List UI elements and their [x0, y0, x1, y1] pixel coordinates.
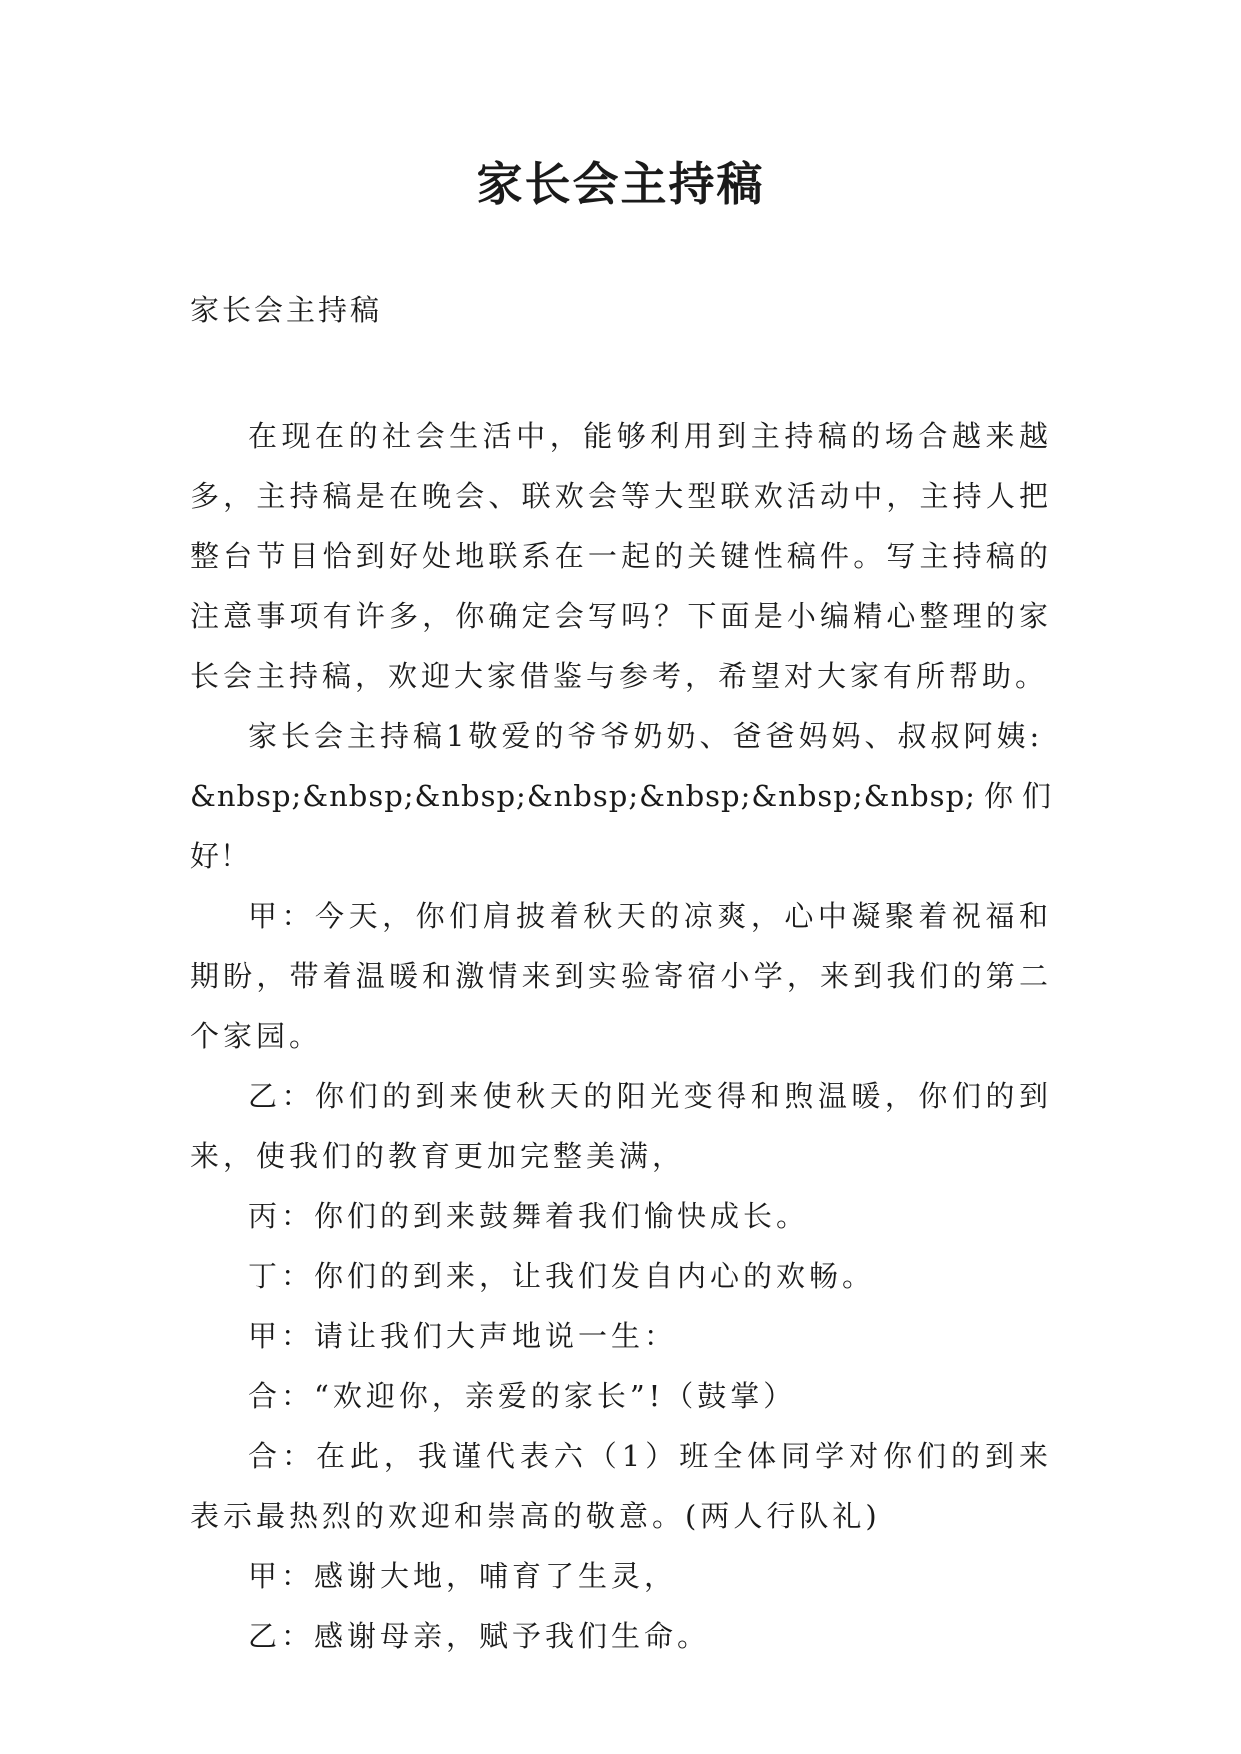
- paragraph-jia-1: 甲：今天，你们肩披着秋天的凉爽，心中凝聚着祝福和期盼，带着温暖和激情来到实验寄宿小学，来到我们的第二个家园。: [190, 899, 1052, 1053]
- paragraph-yi-2: 乙：感谢母亲，赋予我们生命。: [248, 1619, 711, 1653]
- paragraph-bing-1: 丙：你们的到来鼓舞着我们愉快成长。: [248, 1199, 810, 1233]
- paragraph-hello: &nbsp;&nbsp;&nbsp;&nbsp;&nbsp;&nbsp;&nbsp;你们好！: [190, 779, 1052, 873]
- paragraph-jia-3: 甲：感谢大地，哺育了生灵，: [248, 1559, 678, 1593]
- paragraph-jia-2: 甲：请让我们大声地说一生：: [248, 1319, 678, 1353]
- document-title: 家长会主持稿: [476, 157, 765, 211]
- document-subtitle: 家长会主持稿: [190, 293, 383, 327]
- paragraph-he-1: 合：“欢迎你，亲爱的家长”!（鼓掌）: [248, 1379, 797, 1413]
- document-body: [190, 406, 1052, 1666]
- paragraph-ding-1: 丁：你们的到来，让我们发自内心的欢畅。: [248, 1259, 876, 1293]
- paragraph-greeting: 家长会主持稿1敬爱的爷爷奶奶、爸爸妈妈、叔叔阿姨:: [248, 719, 1044, 753]
- paragraph-yi-1: 乙：你们的到来使秋天的阳光变得和煦温暖，你们的到来，使我们的教育更加完整美满，: [190, 1079, 1052, 1173]
- paragraph-intro: 在现在的社会生活中，能够利用到主持稿的场合越来越多，主持稿是在晚会、联欢会等大型联欢活动中，主持人把整台节目恰到好处地联系在一起的关键性稿件。写主持稿的注意事项有许多，你确定会写吗？下面是小编精心整理的家长会主持稿，欢迎大家借鉴与参考，希望对大家有所帮助。: [190, 419, 1052, 693]
- paragraph-he-2: 合：在此，我谨代表六（1）班全体同学对你们的到来表示最热烈的欢迎和崇高的敬意。(两人行队礼): [190, 1439, 1052, 1533]
